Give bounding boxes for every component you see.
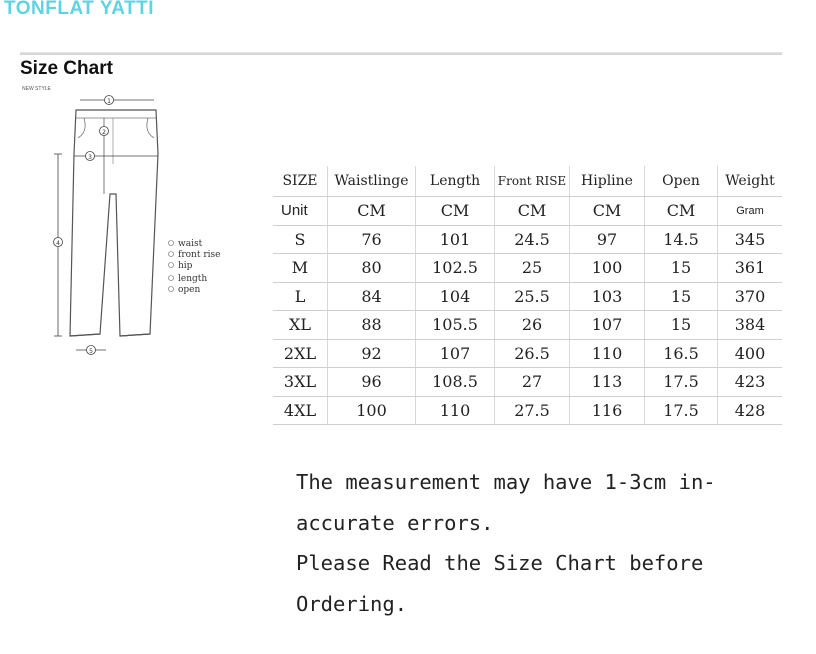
table-cell: 107 — [570, 311, 645, 340]
table-cell: 107 — [416, 339, 495, 368]
svg-text:5: 5 — [89, 348, 93, 355]
table-cell: 104 — [416, 282, 495, 311]
unit-cell: CM — [570, 197, 645, 226]
table-cell: 428 — [718, 396, 783, 425]
table-cell: 25.5 — [495, 282, 570, 311]
column-header: Front RISE — [495, 166, 570, 197]
table-cell: 17.5 — [645, 396, 718, 425]
notice-line: The measurement may have 1-3cm in- — [296, 470, 716, 494]
pants-outline — [70, 110, 158, 336]
size-cell: 2XL — [273, 339, 328, 368]
size-cell: XL — [273, 311, 328, 340]
table-cell: 15 — [645, 282, 718, 311]
size-cell: L — [273, 282, 328, 311]
table-cell: 100 — [328, 396, 416, 425]
size-cell: 3XL — [273, 368, 328, 397]
table-cell: 17.5 — [645, 368, 718, 397]
table-row — [273, 282, 782, 311]
table-cell: 101 — [416, 225, 495, 254]
table-cell: 27 — [495, 368, 570, 397]
size-cell: S — [273, 225, 328, 254]
svg-text:2: 2 — [102, 129, 106, 136]
table-row — [273, 339, 782, 368]
notice-line: Ordering. — [296, 591, 408, 616]
table-cell: 370 — [718, 282, 783, 311]
column-header: Open — [645, 166, 718, 197]
unit-cell: CM — [328, 197, 416, 226]
table-cell: 15 — [645, 254, 718, 283]
table-row — [273, 311, 782, 340]
table-cell: 84 — [328, 282, 416, 311]
size-cell: 4XL — [273, 396, 328, 425]
column-header: Weight — [718, 166, 783, 197]
size-cell: M — [273, 254, 328, 283]
table-cell: 113 — [570, 368, 645, 397]
table-row — [273, 225, 782, 254]
unit-cell: CM — [416, 197, 495, 226]
unit-label: Unit — [273, 197, 328, 226]
table-cell: 97 — [570, 225, 645, 254]
table-header-row — [273, 166, 782, 197]
new-style-label: NEW STYLE — [22, 86, 51, 92]
table-cell: 423 — [718, 368, 783, 397]
legend-waist: waist — [178, 239, 203, 249]
table-cell: 76 — [328, 225, 416, 254]
divider — [20, 52, 782, 55]
table-cell: 103 — [570, 282, 645, 311]
table-cell: 15 — [645, 311, 718, 340]
table-cell: 24.5 — [495, 225, 570, 254]
page-title: Size Chart — [20, 58, 113, 79]
svg-text:1: 1 — [107, 98, 111, 105]
brand-watermark: TONFLAT YATTI — [4, 0, 155, 19]
table-cell: 92 — [328, 339, 416, 368]
table-cell: 14.5 — [645, 225, 718, 254]
table-cell: 25 — [495, 254, 570, 283]
column-header: Hipline — [570, 166, 645, 197]
table-cell: 361 — [718, 254, 783, 283]
svg-text:3: 3 — [88, 154, 92, 161]
legend-open: open — [178, 285, 201, 295]
table-cell: 102.5 — [416, 254, 495, 283]
table-cell: 26 — [495, 311, 570, 340]
column-header: Length — [416, 166, 495, 197]
pants-diagram — [18, 84, 233, 374]
diagram-legend — [169, 239, 221, 295]
measurement-notice — [296, 462, 776, 624]
table-cell: 384 — [718, 311, 783, 340]
legend-length: length — [178, 274, 208, 284]
unit-row — [273, 197, 782, 226]
unit-cell: Gram — [718, 197, 783, 226]
table-cell: 88 — [328, 311, 416, 340]
table-cell: 100 — [570, 254, 645, 283]
table-cell: 105.5 — [416, 311, 495, 340]
notice-line: Please Read the Size Chart before — [296, 551, 704, 575]
table-row — [273, 396, 782, 425]
table-cell: 80 — [328, 254, 416, 283]
unit-cell: CM — [495, 197, 570, 226]
table-row — [273, 254, 782, 283]
unit-cell: CM — [645, 197, 718, 226]
table-cell: 110 — [416, 396, 495, 425]
size-table — [273, 166, 782, 425]
notice-line: accurate errors. — [296, 510, 494, 535]
legend-front-rise: front rise — [178, 250, 221, 260]
table-cell: 26.5 — [495, 339, 570, 368]
svg-text:4: 4 — [56, 240, 60, 247]
table-cell: 400 — [718, 339, 783, 368]
table-cell: 96 — [328, 368, 416, 397]
column-header: SIZE — [273, 166, 328, 197]
column-header: Waistlinge — [328, 166, 416, 197]
table-cell: 27.5 — [495, 396, 570, 425]
legend-hip: hip — [178, 261, 193, 271]
table-cell: 110 — [570, 339, 645, 368]
table-cell: 345 — [718, 225, 783, 254]
table-cell: 108.5 — [416, 368, 495, 397]
table-row — [273, 368, 782, 397]
table-cell: 16.5 — [645, 339, 718, 368]
table-cell: 116 — [570, 396, 645, 425]
